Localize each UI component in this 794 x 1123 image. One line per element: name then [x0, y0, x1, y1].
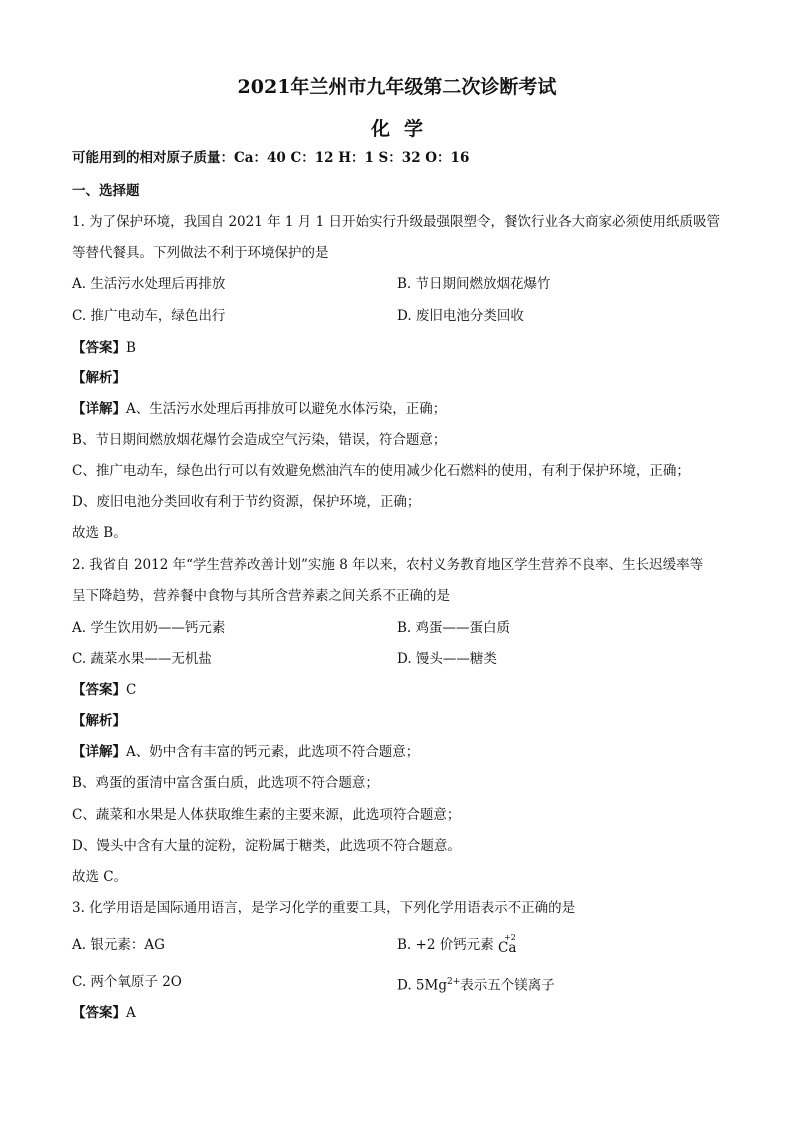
q1-analysis-tag: 【解析】: [72, 370, 126, 386]
q3-option-c: C. 两个氧原子 2O: [72, 974, 182, 990]
q2-answer: [72, 680, 136, 700]
q2-conclusion: 故选 C。: [72, 869, 128, 885]
q2-analysis-tag: 【解析】: [72, 713, 126, 729]
q2-stem-line1: 2. 我省自 2012 年“学生营养改善计划”实施 8 年以来，农村义务教育地区学生营养不良率、生长迟缓率等: [72, 557, 704, 573]
q3-option-b-charge: +2: [504, 933, 516, 942]
q1-detail-text1: A、生活污水处理后再排放可以避免水体污染，正确；: [126, 401, 447, 417]
q1-detail-line1: [72, 399, 446, 419]
q2-detail-text1: A、奶中含有丰富的钙元素，此选项不符合题意；: [126, 744, 420, 760]
q1-conclusion: 故选 B。: [72, 525, 127, 541]
q2-detail-tag: 【详解】: [72, 744, 126, 760]
q3-option-d-pre: D. 5Mg: [397, 977, 447, 994]
q1-answer-value: B: [126, 340, 136, 356]
q3-option-b-text: B. +2 价钙元素: [397, 937, 494, 953]
q2-option-a: A. 学生饮用奶——钙元素: [72, 620, 226, 636]
q1-answer-tag: 【答案】: [72, 340, 126, 356]
q2-detail-line3: C、蔬菜和水果是人体获取维生素的主要来源，此选项符合题意；: [72, 807, 461, 823]
q3-option-d-post: 表示五个镁离子: [460, 977, 555, 994]
q3-answer: [72, 1003, 136, 1023]
q1-detail-line4: D、废旧电池分类回收有利于节约资源，保护环境，正确；: [72, 494, 421, 510]
q3-answer-value: A: [126, 1005, 136, 1021]
q2-answer-value: C: [126, 682, 137, 698]
q2-option-d: D. 馒头——糖类: [397, 651, 497, 667]
q3-option-b-valence: [498, 933, 517, 956]
atomic-masses: 可能用到的相对原子质量：Ca：40 C：12 H：1 S：32 O：16: [72, 150, 470, 166]
q3-stem-line1: 3. 化学用语是国际通用语言，是学习化学的重要工具，下列化学用语表示不正确的是: [72, 900, 576, 916]
q2-detail-line2: B、鸡蛋的蛋清中富含蛋白质，此选项不符合题意；: [72, 775, 379, 791]
section-heading: 一、选择题: [72, 183, 140, 199]
q1-option-a: A. 生活污水处理后再排放: [72, 276, 226, 292]
q2-answer-tag: 【答案】: [72, 682, 126, 698]
q1-answer: [72, 338, 136, 358]
q3-option-b: [397, 933, 517, 956]
q3-answer-tag: 【答案】: [72, 1005, 126, 1021]
q2-detail-line4: D、馒头中含有大量的淀粉，淀粉属于糖类，此选项不符合题意。: [72, 838, 461, 854]
q1-detail-line3: C、推广电动车，绿色出行可以有效避免燃油汽车的使用减少化石燃料的使用，有利于保护环境，正确；: [72, 463, 690, 479]
q2-stem-line2: 呈下降趋势，营养餐中食物与其所含营养素之间关系不正确的是: [72, 588, 450, 604]
q1-option-b: B. 节日期间燃放烟花爆竹: [397, 276, 551, 292]
q3-option-b-symbol: Ca: [498, 940, 517, 956]
q3-option-d: [397, 972, 555, 996]
page-title: 2021年兰州市九年级第二次诊断考试: [237, 76, 557, 98]
q2-option-c: C. 蔬菜水果——无机盐: [72, 651, 212, 667]
subject-title: 化学: [370, 118, 437, 140]
q1-option-c: C. 推广电动车，绿色出行: [72, 308, 226, 324]
q1-detail-tag: 【详解】: [72, 401, 126, 417]
q1-stem-line1: 1. 为了保护环境，我国自 2021 年 1 月 1 日开始实行升级最强限塑令，餐饮行业各大商家必须使用纸质吸管: [72, 214, 720, 230]
q1-option-d: D. 废旧电池分类回收: [397, 308, 524, 324]
q2-detail-line1: [72, 742, 419, 762]
q1-stem-line2: 等替代餐具。下列做法不利于环境保护的是: [72, 245, 329, 261]
q2-option-b: B. 鸡蛋——蛋白质: [397, 620, 511, 636]
q1-detail-line2: B、节日期间燃放烟花爆竹会造成空气污染，错误，符合题意；: [72, 432, 447, 448]
q3-option-a: A. 银元素：AG: [72, 937, 165, 953]
q3-option-d-charge: 2+: [446, 977, 461, 987]
